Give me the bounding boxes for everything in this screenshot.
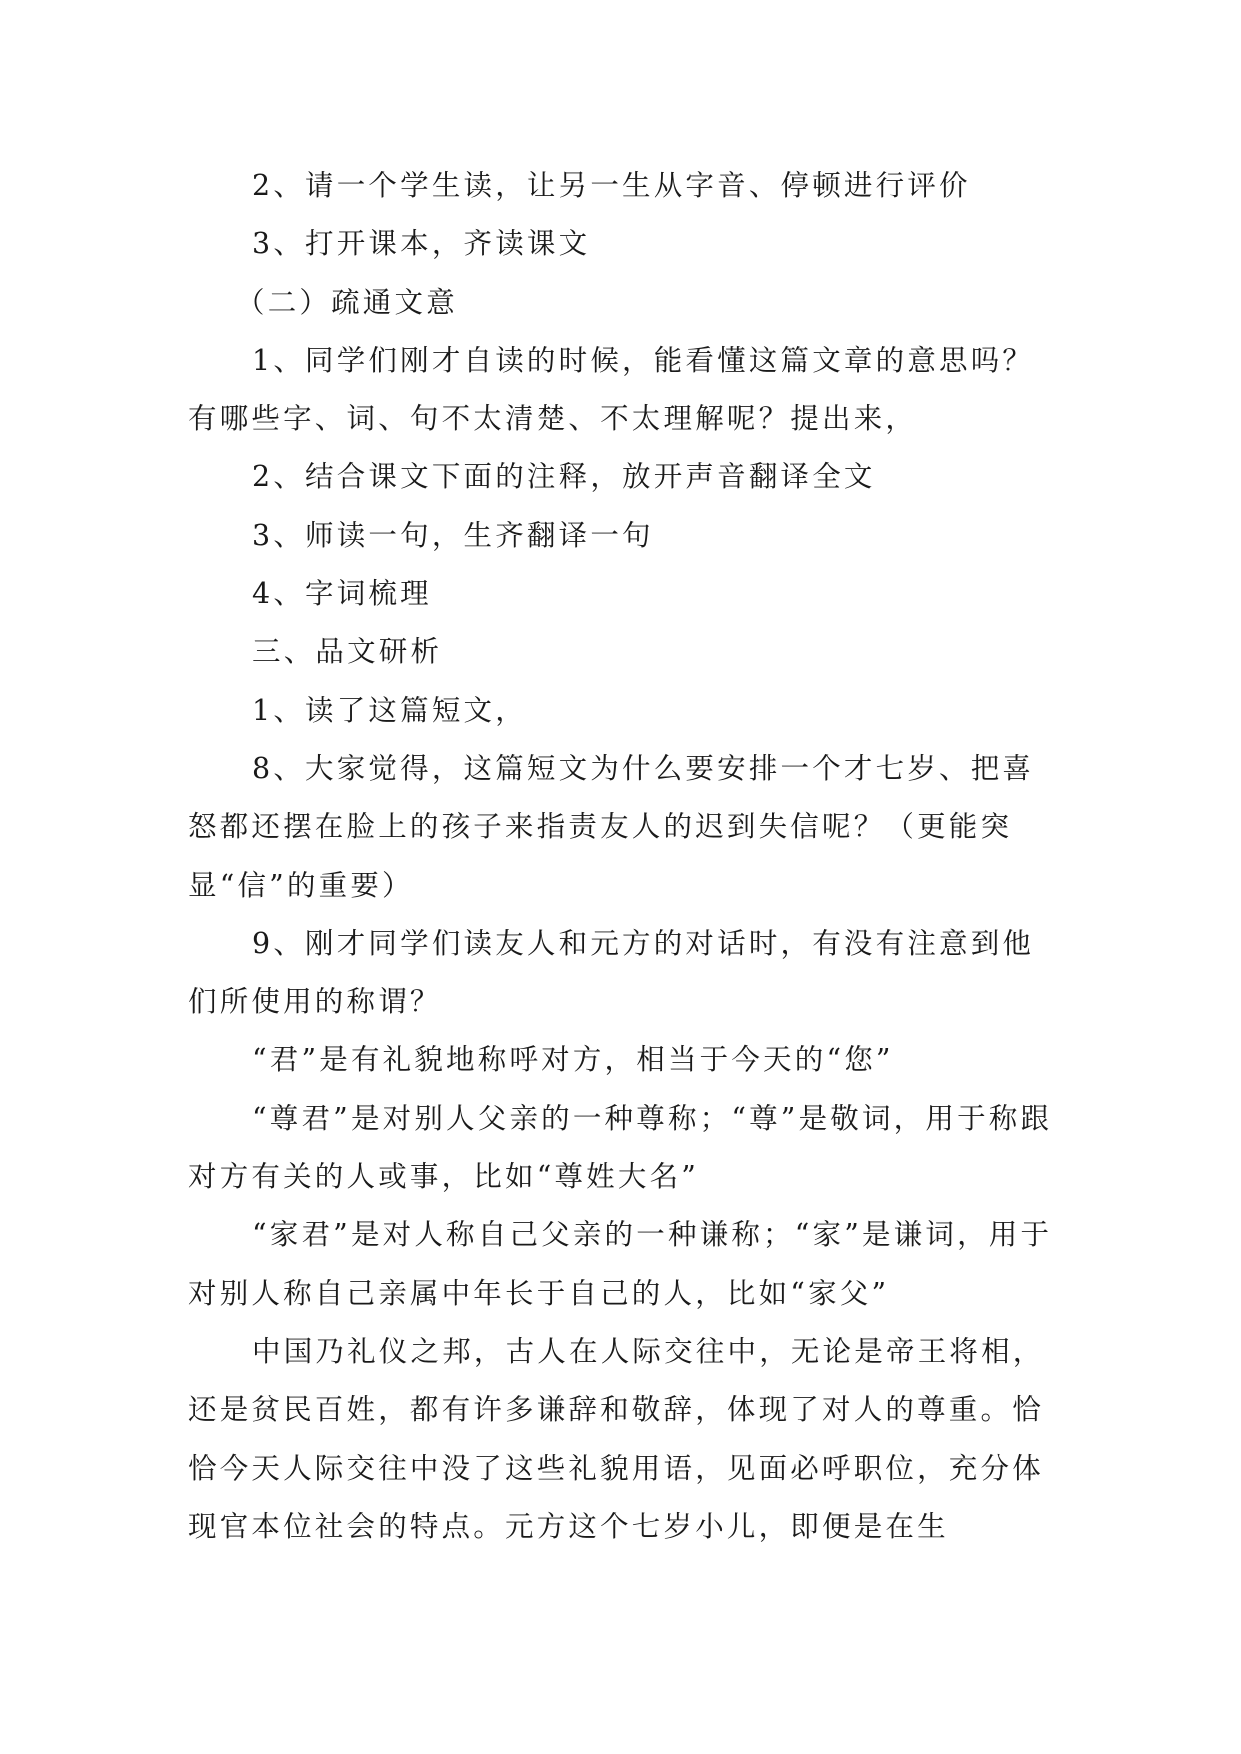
paragraph-step-1-read-essay: 1、读了这篇短文， — [252, 693, 527, 727]
paragraph-step-9-question: 9、刚才同学们读友人和元方的对话时，有没有注意到他们所使用的称谓？ — [188, 926, 1035, 1019]
paragraph-step-3-teacher-reads: 3、师读一句，生齐翻译一句 — [252, 518, 654, 552]
document-body — [188, 157, 1058, 1556]
section-heading-understand-meaning: （二）疏通文意 — [236, 285, 458, 319]
paragraph-etiquette-commentary: 中国乃礼仪之邦，古人在人际交往中，无论是帝王将相，还是贫民百姓，都有许多谦辞和敬辞，体现了对人的尊重。恰恰今天人际交往中没了这些礼貌用语，见面必呼职位，充分体现官本位社会的特点。元方这个七岁小儿，即便是在生 — [188, 1334, 1045, 1543]
paragraph-step-8-question: 8、大家觉得，这篇短文为什么要安排一个才七岁、把喜怒都还摆在脸上的孩子来指责友人的迟到失信呢？（更能突显“信”的重要） — [188, 751, 1035, 902]
section-heading-text-analysis: 三、品文研析 — [252, 635, 443, 669]
paragraph-term-jiajun: “家君”是对人称自己父亲的一种谦称；“家”是谦词，用于对别人称自己亲属中年长于自己的人，比如“家父” — [188, 1218, 1053, 1310]
paragraph-term-jun: “君”是有礼貌地称呼对方，相当于今天的“您” — [252, 1043, 894, 1077]
paragraph-step-4-vocabulary: 4、字词梳理 — [252, 577, 432, 611]
paragraph-step-3-open-textbook: 3、打开课本，齐读课文 — [252, 227, 591, 261]
paragraph-step-2-translate: 2、结合课文下面的注释，放开声音翻译全文 — [252, 460, 876, 494]
paragraph-step-2-read-evaluate: 2、请一个学生读，让另一生从字音、停顿进行评价 — [252, 169, 971, 202]
paragraph-step-1-self-reading: 1、同学们刚才自读的时候，能看懂这篇文章的意思吗？有哪些字、词、句不太清楚、不太理解呢？提出来， — [188, 343, 1035, 436]
paragraph-term-zunjun: “尊君”是对别人父亲的一种尊称；“尊”是敬词，用于称跟对方有关的人或事，比如“尊姓大名” — [188, 1101, 1053, 1194]
